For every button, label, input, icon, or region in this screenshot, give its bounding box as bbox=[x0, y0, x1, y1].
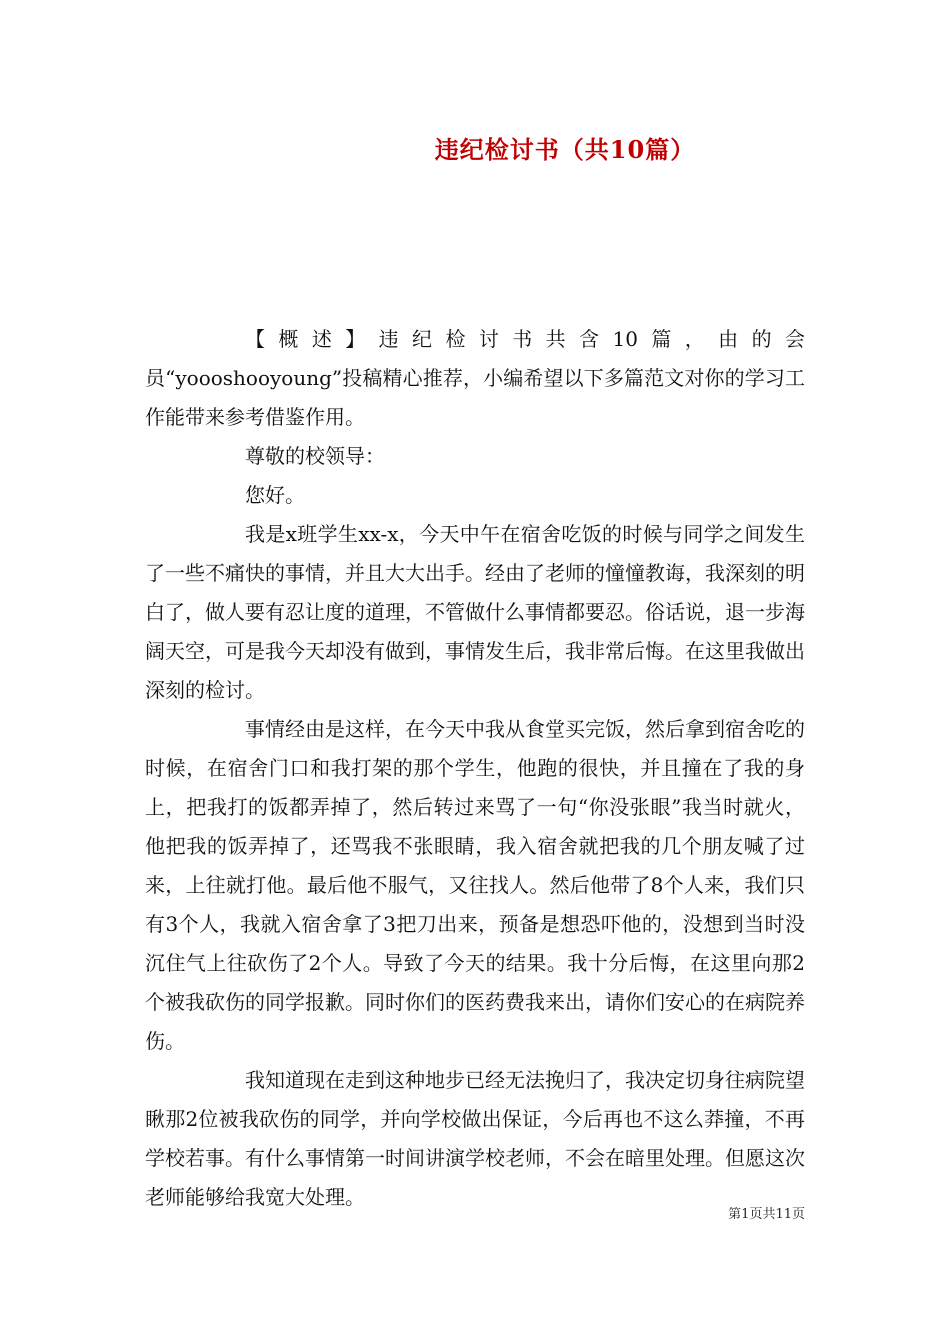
body-paragraph-1: 我是x班学生xx-x，今天中午在宿舍吃饭的时候与同学之间发生了一些不痛快的事情，并且大大出手。经由了老师的憧憧教诲，我深刻的明白了，做人要有忍让度的道理，不管做什么事情都要忍。俗话说，退一步海阔天空，可是我今天却没有做到，事情发生后，我非常后悔。在这里我做出深刻的检讨。 bbox=[145, 522, 805, 702]
document-title: 违纪检讨书（共10篇） bbox=[434, 135, 696, 164]
page-footer: 第1页共11页 bbox=[728, 1207, 805, 1222]
hello-line: 您好。 bbox=[245, 483, 305, 507]
greeting-line: 尊敬的校领导： bbox=[245, 444, 385, 468]
document-body bbox=[145, 320, 805, 1217]
summary-paragraph: 【概述】违纪检讨书共含10篇，由的会员“yoooshooyoung”投稿精心推荐，小编希望以下多篇范文对你的学习工作能带来参考借鉴作用。 bbox=[145, 327, 805, 429]
body-paragraph-2: 事情经由是这样，在今天中我从食堂买完饭，然后拿到宿舍吃的时候，在宿舍门口和我打架的那个学生，他跑的很快，并且撞在了我的身上，把我打的饭都弄掉了，然后转过来骂了一句“你没张眼”我当时就火，他把我的饭弄掉了，还骂我不张眼睛，我入宿舍就把我的几个朋友喊了过来，上往就打他。最后他不服气，又往找人。然后他带了8个人来，我们只有3个人，我就入宿舍拿了3把刀出来，预备是想恐吓他的，没想到当时没沉住气上往砍伤了2个人。导致了今天的结果。我十分后悔，在这里向那2个被我砍伤的同学报歉。同时你们的医药费我来出，请你们安心的在病院养伤。 bbox=[145, 717, 805, 1053]
body-paragraph-3: 我知道现在走到这种地步已经无法挽归了，我决定切身往病院望瞅那2位被我砍伤的同学，并向学校做出保证，今后再也不这么莽撞，不再学校若事。有什么事情第一时间讲演学校老师，不会在暗里处理。但愿这次老师能够给我宽大处理。 bbox=[145, 1068, 805, 1209]
